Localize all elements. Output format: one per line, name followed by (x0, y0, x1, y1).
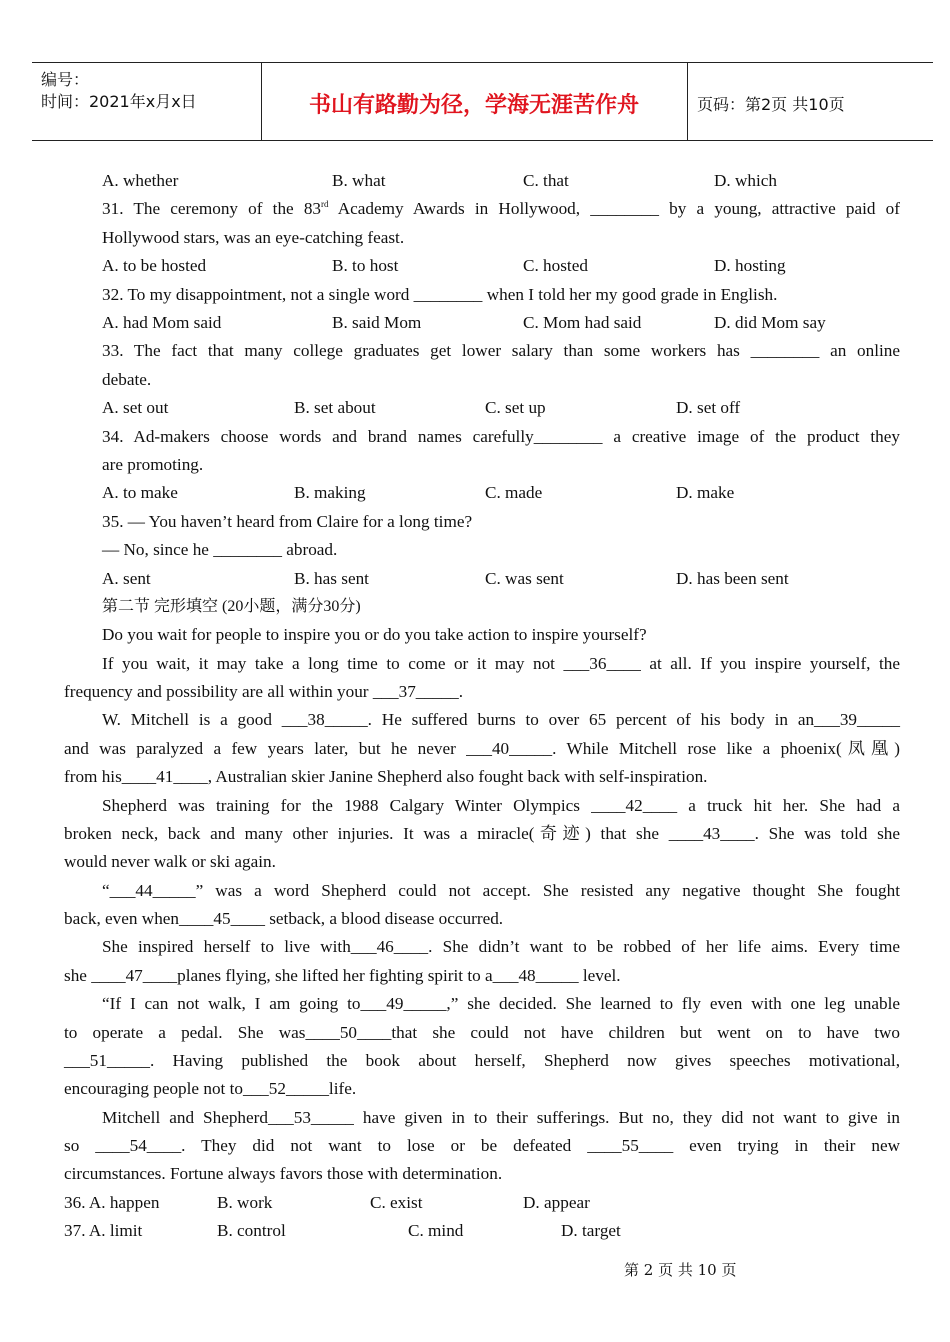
passage-line: from his____41____, Australian skier Janine Shepherd also fought back with self-inspiration. (64, 767, 708, 786)
passage-line: encouraging people not to___52_____life. (64, 1079, 357, 1098)
passage-line: If you wait, it may take a long time to come or it may not ___36____ at all. If you inspire yourself, the (102, 654, 900, 673)
passage-line: back, even when____45____ setback, a blood disease occurred. (64, 909, 504, 928)
q31-stem-part1: 31. The ceremony of the 83 (102, 199, 322, 218)
passage-line: would never walk or ski again. (64, 852, 276, 871)
q32-option-c: C. Mom had said (523, 313, 642, 332)
q31-option-a: A. to be hosted (102, 256, 207, 275)
passage-line: so ____54____. They did not want to lose or be defeated ____55____ even trying in their new (64, 1136, 900, 1155)
passage-line: Do you wait for people to inspire you or do you take action to inspire yourself? (102, 625, 647, 644)
q35-option-b: B. has sent (294, 569, 369, 588)
q30-option-a: A. whether (102, 171, 179, 190)
q35-option-a: A. sent (102, 569, 151, 588)
q37-option-b: B. control (217, 1221, 286, 1240)
q30-option-b: B. what (332, 171, 386, 190)
passage-line: “If I can not walk, I am going to___49_____,” she decided. She learned to fly even with one leg unable (102, 994, 900, 1013)
q34-option-b: B. making (294, 483, 366, 502)
q30-option-c: C. that (523, 171, 569, 190)
passage-line: to operate a pedal. She was____50____that she could not have children but went on to have two (64, 1023, 900, 1042)
q32-option-a: A. had Mom said (102, 313, 222, 332)
q32-stem: 32. To my disappointment, not a single word ________ when I told her my good grade in English. (102, 285, 778, 304)
passage-line: W. Mitchell is a good ___38_____. He suffered burns to over 65 percent of his body in an___39_____ (102, 710, 900, 729)
q36-option-b: B. work (217, 1193, 273, 1212)
q34-option-d: D. make (676, 483, 735, 502)
passage-line: Mitchell and Shepherd___53_____ have given in to their sufferings. But no, they did not want to give in (102, 1108, 900, 1127)
header-page-cell (687, 63, 933, 140)
q30-option-d: D. which (714, 171, 778, 190)
q35-option-d: D. has been sent (676, 569, 789, 588)
passage-line: frequency and possibility are all within your ___37_____. (64, 682, 464, 701)
q33-stem-line2: debate. (102, 370, 152, 389)
q31-option-b: B. to host (332, 256, 399, 275)
q36-option-a: 36. A. happen (64, 1193, 160, 1212)
q34-stem-line2: are promoting. (102, 455, 204, 474)
page-footer: 第 2 页 共 10 页 (624, 1261, 737, 1279)
q32-option-d: D. did Mom say (714, 313, 826, 332)
q36-option-d: D. appear (523, 1193, 590, 1212)
q31-option-c: C. hosted (523, 256, 588, 275)
q34-option-c: C. made (485, 483, 543, 502)
passage-line: Shepherd was training for the 1988 Calgary Winter Olympics ____42____ a truck hit her. She had a (102, 796, 900, 815)
header-info-cell (32, 63, 262, 140)
page-label: 页码：第2页 共10页 (697, 95, 845, 114)
q31-stem-line2: Hollywood stars, was an eye-catching feast. (102, 228, 405, 247)
passage-line: She inspired herself to live with___46____. She didn’t want to be robbed of her life aims. Every time (102, 937, 900, 956)
q34-stem-line1: 34. Ad-makers choose words and brand names carefully________ a creative image of the product they (102, 427, 900, 446)
q32-option-b: B. said Mom (332, 313, 422, 332)
passage-line: she ____47____planes flying, she lifted her fighting spirit to a___48_____ level. (64, 966, 621, 985)
q33-option-c: C. set up (485, 398, 546, 417)
passage-line: ___51_____. Having published the book about herself, Shepherd now gives speeches motivational, (64, 1051, 900, 1070)
passage-line: circumstances. Fortune always favors those with determination. (64, 1164, 503, 1183)
passage-line: and was paralyzed a few years later, but he never ___40_____. While Mitchell rose like a phoenix(凤凰) (64, 739, 900, 758)
number-label: 编号： (41, 70, 90, 89)
q31-stem-part2: Academy Awards in Hollywood, ________ by a young, attractive paid of (328, 199, 900, 218)
q31-stem-superscript: rd (321, 199, 329, 209)
header-motto-cell (261, 63, 688, 140)
section-title: 第二节 完形填空 (20小题，满分30分) (102, 598, 361, 615)
q35-stem-line2: — No, since he ________ abroad. (102, 540, 338, 559)
passage-line: “___44_____” was a word Shepherd could not accept. She resisted any negative thought She fought (102, 881, 900, 900)
q34-option-a: A. to make (102, 483, 178, 502)
q37-option-a: 37. A. limit (64, 1221, 143, 1240)
motto: 书山有路勤为径，学海无涯苦作舟 (308, 93, 639, 118)
q31-option-d: D. hosting (714, 256, 786, 275)
q33-option-d: D. set off (676, 398, 741, 417)
q33-option-a: A. set out (102, 398, 169, 417)
header-table (32, 62, 933, 141)
q31-stem-line1 (102, 198, 900, 220)
q33-option-b: B. set about (294, 398, 376, 417)
q35-stem-line1: 35. — You haven’t heard from Claire for a long time? (102, 512, 473, 531)
q37-option-c: C. mind (408, 1221, 464, 1240)
time-label: 时间：2021年x月x日 (41, 92, 197, 111)
q35-option-c: C. was sent (485, 569, 564, 588)
q37-option-d: D. target (561, 1221, 621, 1240)
q33-stem-line1: 33. The fact that many college graduates get lower salary than some workers has ________ an online (102, 341, 900, 360)
q36-option-c: C. exist (370, 1193, 423, 1212)
passage-line: broken neck, back and many other injuries. It was a miracle(奇迹) that she ____43____. She was told she (64, 824, 900, 843)
